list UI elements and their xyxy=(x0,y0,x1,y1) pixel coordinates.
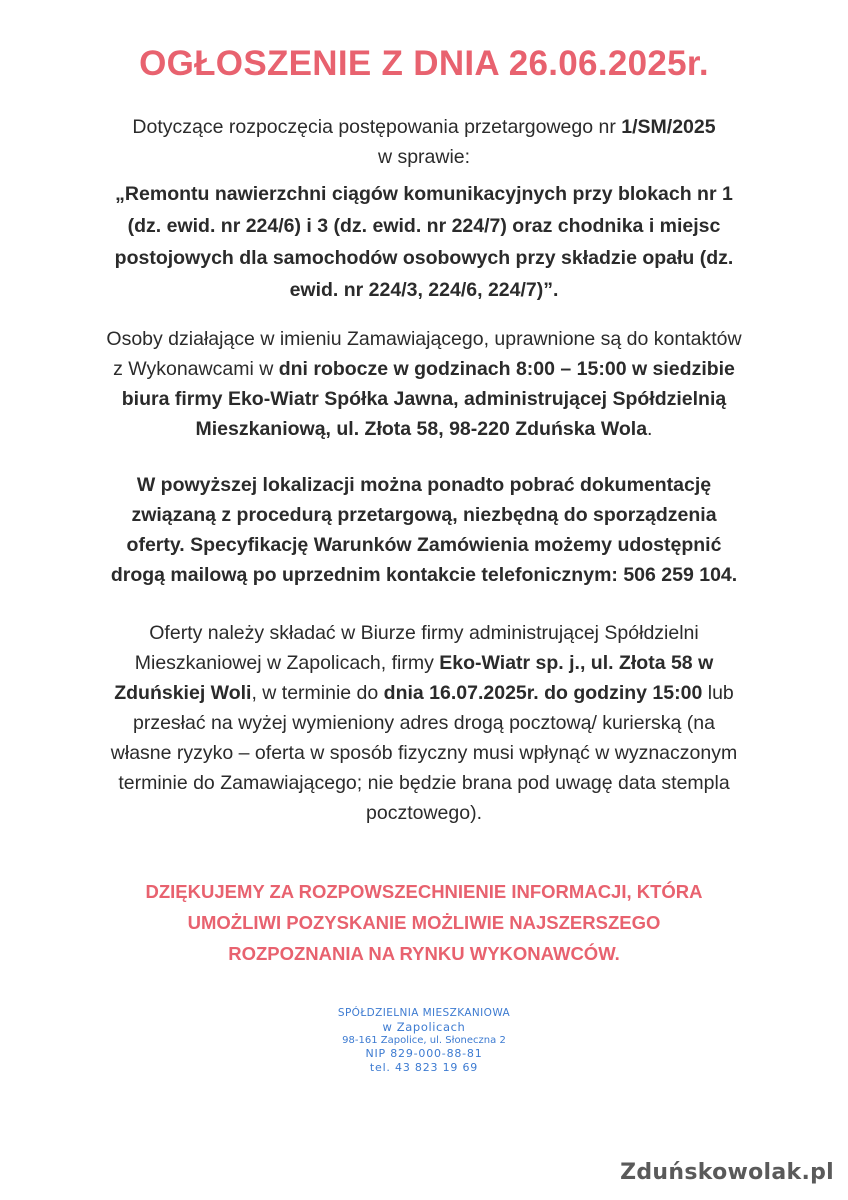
site-watermark: Zduńskowolak.pl xyxy=(620,1160,834,1185)
offers-line-3-mid: , w terminie do xyxy=(251,682,384,704)
offers-section xyxy=(50,618,798,828)
subject-section xyxy=(50,112,798,172)
stamp-line-phone: tel. 43 823 19 69 xyxy=(369,1061,479,1074)
offers-line-2-text: Mieszkaniowej w Zapolicach, firmy xyxy=(134,652,440,674)
subject-line-2: w sprawie: xyxy=(377,146,471,168)
offers-line-3-end: lub xyxy=(702,682,734,704)
offers-line-4: przesłać na wyżej wymieniony adres drogą pocztową/ kurierską (na xyxy=(132,712,715,734)
quote-line: „Remontu nawierzchni ciągów komunikacyjnych przy blokach nr 1 xyxy=(115,183,733,205)
docs-line: oferty. Specyfikację Warunków Zamówienia możemy udostępnić xyxy=(126,534,722,556)
stamp-line-location: w Zapolicach xyxy=(382,1020,466,1034)
contact-line-4 xyxy=(50,414,798,444)
page-title: OGŁOSZENIE Z DNIA 26.06.2025r. xyxy=(139,44,709,83)
offers-line-1: Oferty należy składać w Biurze firmy administrującej Spółdzielni xyxy=(149,622,699,644)
contact-address: Mieszkaniową, ul. Złota 58, 98-220 Zduńska Wola xyxy=(195,418,648,440)
quote-line: (dz. ewid. nr 224/6) i 3 (dz. ewid. nr 224/7) oraz chodnika i miejsc xyxy=(127,215,721,237)
tender-subject-quote xyxy=(50,178,798,306)
offers-city: Zduńskiej Woli xyxy=(114,682,252,704)
contact-line-2 xyxy=(50,354,798,384)
cooperative-stamp xyxy=(300,1006,548,1075)
contact-line-4-end: . xyxy=(647,418,653,440)
offers-deadline: dnia 16.07.2025r. do godziny 15:00 xyxy=(383,682,703,704)
stamp-line-name: SPÓŁDZIELNIA MIESZKANIOWA xyxy=(337,1007,511,1019)
offers-company: Eko-Wiatr sp. j., ul. Złota 58 w xyxy=(439,652,714,674)
contact-hours: dni robocze w godzinach 8:00 – 15:00 w siedzibie xyxy=(278,358,735,380)
quote-line: postojowych dla samochodów osobowych przy składzie opału (dz. xyxy=(114,247,734,269)
offers-line-3 xyxy=(50,678,798,708)
offers-line-7: pocztowego). xyxy=(366,802,482,824)
thanks-section xyxy=(70,876,778,969)
contact-section xyxy=(50,324,798,444)
docs-line: W powyższej lokalizacji można ponadto pobrać dokumentację xyxy=(136,474,712,496)
contact-line-2-text: z Wykonawcami w xyxy=(113,358,279,380)
stamp-line-nip: NIP 829-000-88-81 xyxy=(365,1047,483,1060)
offers-line-2 xyxy=(50,648,798,678)
thanks-line: ROZPOZNANIA NA RYNKU WYKONAWCÓW. xyxy=(228,943,620,964)
subject-text: Dotyczące rozpoczęcia postępowania przetargowego nr xyxy=(132,116,622,138)
subject-line-1 xyxy=(50,112,798,142)
thanks-line: UMOŻLIWI POZYSKANIE MOŻLIWIE NAJSZERSZEGO xyxy=(187,912,661,933)
tender-number: 1/SM/2025 xyxy=(621,116,716,138)
documentation-section xyxy=(50,470,798,590)
contact-line-3: biura firmy Eko-Wiatr Spółka Jawna, administrującej Spółdzielnią xyxy=(121,388,727,410)
stamp-line-address: 98-161 Zapolice, ul. Słoneczna 2 xyxy=(342,1035,506,1046)
docs-line: drogą mailową po uprzednim kontakcie telefonicznym: 506 259 104. xyxy=(110,564,738,586)
thanks-line: DZIĘKUJEMY ZA ROZPOWSZECHNIENIE INFORMACJI, KTÓRA xyxy=(145,881,703,902)
quote-line: ewid. nr 224/3, 224/6, 224/7)”. xyxy=(289,279,559,301)
offers-line-6: terminie do Zamawiającego; nie będzie brana pod uwagę data stempla xyxy=(118,772,730,794)
docs-line: związaną z procedurą przetargową, niezbędną do sporządzenia xyxy=(131,504,717,526)
offers-line-5: własne ryzyko – oferta w sposób fizyczny musi wpłynąć w wyznaczonym xyxy=(110,742,738,764)
contact-line-1: Osoby działające w imieniu Zamawiającego, uprawnione są do kontaktów xyxy=(106,328,742,350)
